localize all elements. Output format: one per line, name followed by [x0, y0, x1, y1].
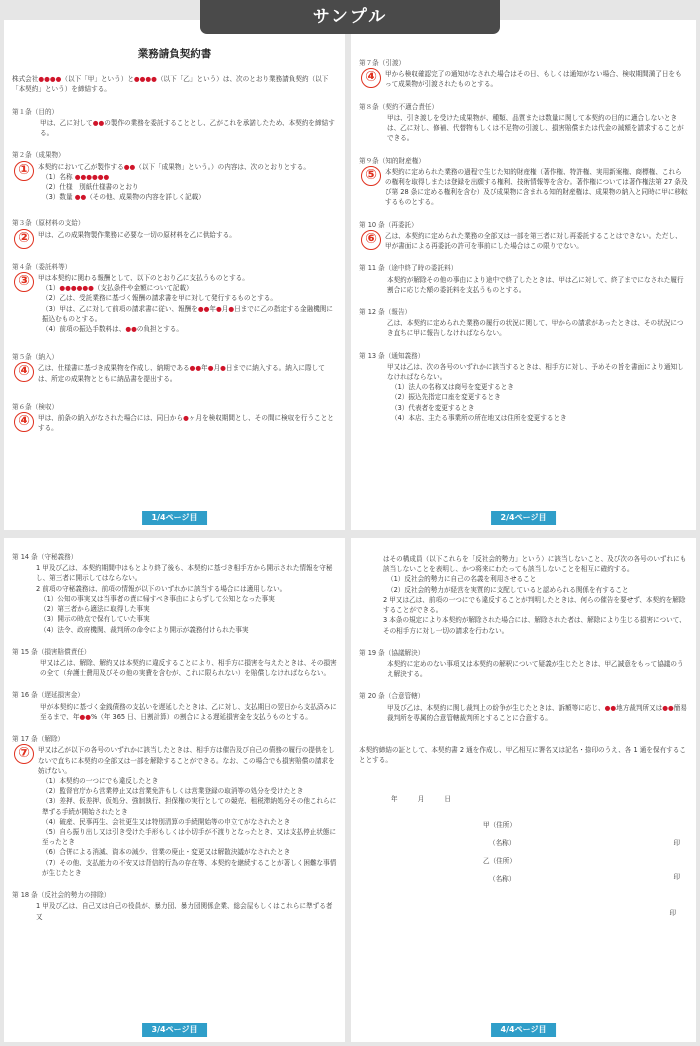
article-13-heading: 第 13 条（通知義務） [359, 351, 425, 360]
list-item: （3）代表者を変更するとき [391, 403, 475, 412]
article-1-heading: 第１条（目的） [12, 107, 59, 116]
party-a-address-label: 甲（住所） [483, 820, 516, 829]
document-page-3 [4, 538, 345, 1042]
article-8-heading: 第８条（契約不適合責任） [359, 102, 439, 111]
article-9-body [359, 167, 688, 208]
article-18-body: 1 甲及び乙は、自己又は自己の役員が、暴力団、暴力団関係企業、総会屋もしくはこれらに準ずる者又 [36, 902, 333, 921]
article-text: はその構成員（以下これらを「反社会的勢力」という）に該当しないこと、及び次の各号のいずれにも該当しないことを表明し、かつ将来にわたっても該当しないことを相互に確約する。 [383, 555, 687, 574]
placeholder-dots: ● [215, 304, 222, 313]
list-item: （1）公知の事実又は当事者の責に帰すべき事由によらずして公知となった事実 [40, 594, 275, 603]
placeholder-dots: ● [207, 364, 214, 373]
article-text: ヶ月を検収期間とし、その間に検収を行うこととする。 [38, 414, 334, 433]
seal-mark: 印 [673, 838, 680, 847]
page-indicator-badge: 2/4ページ目 [491, 511, 557, 525]
article-15-body: 甲又は乙は、解除、解約又は本契約に違反することにより、相手方に損害を与えたときは、その損害の全て（弁護士費用及びその他の実費を含むが、これに限られない）を賠償しなければならない。 [40, 658, 337, 678]
article-1-body [12, 118, 337, 138]
intro-text: （以下「乙」という）は、次のとおり業務請負契約（以下「本契約」という）を締結する。 [12, 75, 329, 94]
item-text: （3）甲は、乙に対して前項の請求書に従い、報酬を [42, 304, 198, 313]
article-14-heading: 第 14 条（守秘義務） [12, 553, 78, 561]
placeholder-dots: ●● [74, 193, 87, 202]
list-item: （4）本店、主たる事業所の所在地又は住所を変更するとき [391, 413, 567, 422]
article-13-body [359, 362, 688, 423]
article-text: 甲は、乙の成果物製作業務に必要な一切の原材料を乙に供給する。 [38, 230, 236, 239]
document-page-2 [351, 20, 696, 530]
list-item: （1）法人の名称又は商号を変更するとき [391, 383, 514, 392]
placeholder-dots: ● [183, 414, 189, 423]
article-text: の製作の業務を委託することとし、乙がこれを承諾したため、本契約を締結する。 [40, 118, 335, 138]
list-item: （4）破産、民事再生、会社更生又は特別清算の手続開始等の申立てがなされたとき [42, 817, 291, 826]
closing-statement: 本契約締結の証として、本契約書 2 通を作成し、甲乙相互に署名又は記名・捺印のうえ、各 1 通を保有することとする。 [359, 746, 686, 765]
article-text: 甲は、前条の納入がなされた場合には、同日から [38, 414, 184, 423]
article-9-heading: 第９条（知的財産権） [359, 156, 425, 165]
article-15-heading: 第 15 条（損害賠償責任） [12, 647, 91, 656]
article-text: 3 本条の規定により本契約が解除された場合には、解除された者は、解除により生じる損害について、その相手方に対し一切の請求を行わない。 [383, 616, 686, 635]
article-text: 乙は、仕様書に基づき成果物を作成し、納期である [38, 364, 190, 373]
article-text: 甲は、乙に対して [40, 118, 93, 127]
item-text: （4）前項の振込手数料は、 [42, 324, 126, 333]
sample-banner: サンプル [200, 0, 500, 34]
article-text: 日までに納入する。納入に際しては、所定の成果物とともに納品書を提出する。 [38, 364, 325, 383]
placeholder-dots: ● [220, 364, 226, 373]
article-text: 甲又は乙が以下の各号のいずれかに該当したときは、相手方は催告及び自己の債務の履行の提供をしないで直ちに本契約の全部又は一部を解除することができる。なお、この場合でも損害賠償の請求を妨げない。 [38, 746, 335, 775]
article-16-heading: 第 16 条（遅延損害金） [12, 691, 84, 700]
list-item: （2）振込先指定口座を変更するとき [391, 393, 501, 402]
article-12-body: 乙は、本契約に定められた業務の履行の状況に関して、甲からの請求があったときは、その状況につき直ちに甲に報告しなければならない。 [387, 319, 684, 338]
article-5-heading: 第５条（納入） [12, 353, 59, 362]
annotation-number-7: ⑦ [14, 744, 34, 764]
placeholder-dots: ●● [125, 324, 137, 333]
article-12-heading: 第 12 条（報告） [359, 307, 412, 316]
article-text: （以下「成果物」という。）の内容は、次のとおりとする。 [135, 162, 310, 171]
document-page-4 [351, 538, 696, 1042]
placeholder-dots: ●● [79, 712, 91, 721]
list-item: （2）反社会的勢力が経営を実質的に支配していると認められる関係を有すること [387, 585, 629, 594]
signature-area [359, 794, 688, 944]
article-text: 2 甲又は乙は、前項の一つにでも違反することが判明したときは、何らの催告を要せず、本契約を解除することができる。 [383, 595, 686, 615]
article-11-body: 本契約が解除その他の事由により途中で終了したときは、甲は乙に対して、終了までになされた履行割合に応じた額の委託料を支払うものとする。 [387, 275, 684, 294]
article-text: 甲が本契約に基づく金銭債務の支払いを遅延したときは、乙に対し、支払期日の翌日から支払済みに至るまで、年 [40, 702, 337, 721]
list-item: （2）第三者から適法に取得した事実 [40, 605, 150, 614]
article-4-heading: 第４条（委託料等） [12, 262, 72, 271]
intro-paragraph [12, 74, 337, 94]
annotation-number-1: ① [14, 161, 34, 181]
article-3-heading: 第３条（原材料の支給） [12, 219, 85, 228]
article-18-heading: 第 18 条（反社会的勢力の排除） [12, 891, 111, 900]
list-item: （6）合併による消滅、資本の減少、営業の廃止・変更又は解散決議がなされたとき [42, 848, 291, 857]
list-item [38, 192, 337, 202]
article-text: 甲及び乙は、本契約に関し裁判上の紛争が生じたときは、訴額等に応じ、 [387, 703, 605, 712]
list-item [38, 283, 337, 293]
article-20-heading: 第 20 条（合意管轄） [359, 692, 425, 701]
list-item [38, 172, 337, 182]
article-3-body [12, 230, 337, 250]
article-4-body [12, 273, 337, 334]
list-item: （4）法令、政府機関、裁判所の命令により開示が義務付けられた事実 [40, 625, 249, 634]
article-19-body: 本契約に定めのない事項又は本契約の解釈について疑義が生じたときは、甲乙誠意をもって協議のうえ解決する。 [387, 659, 684, 679]
annotation-number-3: ③ [14, 272, 34, 292]
article-14-body [12, 563, 337, 635]
article-text: %（年 365 日、日割計算）の割合による遅延損害金を支払うものとする。 [90, 712, 312, 721]
item-text: （1）名称 [42, 172, 73, 181]
placeholder-dots: ●● [189, 364, 202, 373]
annotation-number-6: ⑥ [361, 230, 381, 250]
page-indicator-badge: 3/4ページ目 [142, 1023, 208, 1037]
list-item: （1）反社会的勢力に自己の名義を利用させること [387, 575, 537, 584]
list-item: （5）自ら振り出し又は引き受けた手形もしくは小切手が不渡りとなったとき、又は支払停止状態に至ったとき [42, 828, 337, 847]
article-6-body [12, 413, 337, 433]
placeholder-dots: ●● [123, 162, 136, 171]
article-text: 2 前項の守秘義務は、前項の情報が以下のいずれかに該当する場合には適用しない。 [36, 584, 287, 593]
placeholder-dots: ●● [197, 304, 210, 313]
article-text: 1 甲及び乙は、本契約期間中はもとより終了後も、本契約に基づき相手方から開示された情報を守秘し、第三者に開示してはならない。 [36, 564, 333, 583]
article-19-heading: 第 19 条（協議解決） [359, 648, 425, 657]
list-item [38, 324, 337, 334]
intro-text: 株式会社 [12, 75, 39, 84]
article-text: 簡易裁判所を専属的合意管轄裁判所とすることに合意する。 [387, 703, 687, 722]
party-b-address-label: 乙（住所） [483, 856, 516, 865]
article-11-heading: 第 11 条（途中終了時の委託料） [359, 264, 458, 273]
annotation-number-2: ② [14, 229, 34, 249]
page-indicator-badge: 4/4ページ目 [491, 1023, 557, 1037]
article-2-heading: 第２条（成果物） [12, 151, 65, 160]
intro-text: （以下「甲」という）と [61, 75, 134, 84]
article-text: 甲から検収確認完了の通知がなされた場合はその日、もしくは通知がない場合、検収期間満了日をもって成果物が引渡されたものとする。 [385, 70, 682, 89]
list-item: （3）差押、仮差押、仮処分、強制執行、担保権の実行としての競売、租税滞納処分その他これらに準ずる手続が開始されたとき [42, 797, 337, 816]
annotation-number-4: ④ [14, 412, 34, 432]
placeholder-dots: ●●●● [133, 75, 157, 84]
item-text: 月 [221, 304, 229, 313]
article-text: 乙は、本契約に定められた業務の全部又は一部を第三者に対し再委託することはできない。ただし、甲が書面による再委託の許可を事前にした場合はこの限りでない。 [385, 231, 682, 251]
article-17-heading: 第 17 条（解除） [12, 735, 65, 744]
placeholder-dots: ● [228, 304, 235, 313]
list-item: （2）乙は、受託業務に基づく報酬の請求書を甲に対して発行するものとする。 [42, 294, 277, 303]
list-item: （1）本契約の一つにでも違反したとき [42, 776, 159, 785]
article-16-body [12, 702, 337, 722]
article-10-body [359, 231, 688, 251]
article-5-body [12, 363, 337, 383]
placeholder-dots: ●●●● [38, 75, 62, 84]
placeholder-dots: ●● [604, 703, 617, 712]
article-18-continued [359, 554, 688, 636]
document-page-1 [4, 20, 345, 530]
article-17-body [12, 745, 337, 878]
article-7-heading: 第７条（引渡） [359, 59, 406, 67]
article-20-body [359, 703, 688, 723]
list-item: （2）仕様 別紙仕様書のとおり [42, 183, 139, 192]
placeholder-dots: ●● [92, 118, 105, 127]
article-10-heading: 第 10 条（再委託） [359, 220, 418, 229]
article-text: 年 [201, 364, 208, 373]
item-text: （1） [42, 284, 60, 293]
item-text: 年 [209, 304, 216, 313]
article-text: 本契約において乙が製作する [38, 162, 124, 171]
article-7-body [359, 69, 688, 89]
article-8-body: 甲は、引き渡しを受けた成果物が、種類、品質または数量に関して本契約の目的に適合しないときは、乙に対し、修補、代替物もしくは不足物の引渡し、損害賠償または代金の減額を請求することができる。 [387, 113, 684, 143]
annotation-number-4: ④ [361, 68, 381, 88]
page-indicator-badge: 1/4ページ目 [142, 511, 208, 525]
article-text: 甲又は乙は、次の各号のいずれかに該当するときは、相手方に対し、予めその旨を書面により通知しなければならない。 [387, 362, 684, 382]
party-a-name-label: （名称） [489, 838, 516, 847]
article-2-body [12, 162, 337, 203]
seal-mark: 印 [673, 872, 680, 881]
annotation-number-4: ④ [14, 362, 34, 382]
article-text: 本契約に定められた業務の過程で生じた知的財産権（著作権、特許権、実用新案権、商標権、これらの権利を取得しまたは登録を出願する権利、技術情報等を含む。著作権については著作権法第 27 条及び第 28 条に定める権利を含む）及び成果物に含まれる知的財産権は、成果物の納入と同時に甲に移転するものとする。 [385, 167, 688, 207]
item-text: （支払条件や金額について記載） [93, 284, 193, 293]
placeholder-dots: ●● [662, 703, 674, 712]
item-text: の負担とする。 [136, 324, 183, 333]
list-item: （7）その他、支払能力の不安又は背信的行為の存在等、本契約を継続することが著しく困難な事情が生じたとき [42, 858, 337, 877]
date-line: 年 月 日 [391, 794, 451, 803]
placeholder-dots: ●●●●●● [59, 284, 94, 293]
item-text: （その他、成果物の内容を詳しく記載） [86, 193, 205, 202]
list-item: （3）開示の時点で保有していた事実 [40, 615, 150, 624]
placeholder-dots: ●●●●●● [74, 172, 110, 181]
item-text: （3）数量 [42, 193, 73, 202]
list-item: （2）監督官庁から営業停止又は営業免許もしくは営業登録の取消等の処分を受けたとき [42, 787, 304, 796]
list-item [38, 304, 337, 324]
annotation-number-5: ⑤ [361, 166, 381, 186]
article-text: 地方裁判所又は [616, 703, 663, 712]
document-title: 業務請負契約書 [137, 48, 212, 60]
item-text: 日までに乙の指定する金融機関に振込むものとする。 [42, 304, 333, 323]
article-6-heading: 第６条（検収） [12, 402, 59, 411]
article-text: 月 [213, 364, 221, 373]
party-b-name-label: （名称） [489, 874, 516, 883]
seal-mark: 印 [669, 908, 676, 917]
article-text: 甲は本契約に関わる報酬として、以下のとおり乙に支払うものとする。 [38, 273, 249, 282]
